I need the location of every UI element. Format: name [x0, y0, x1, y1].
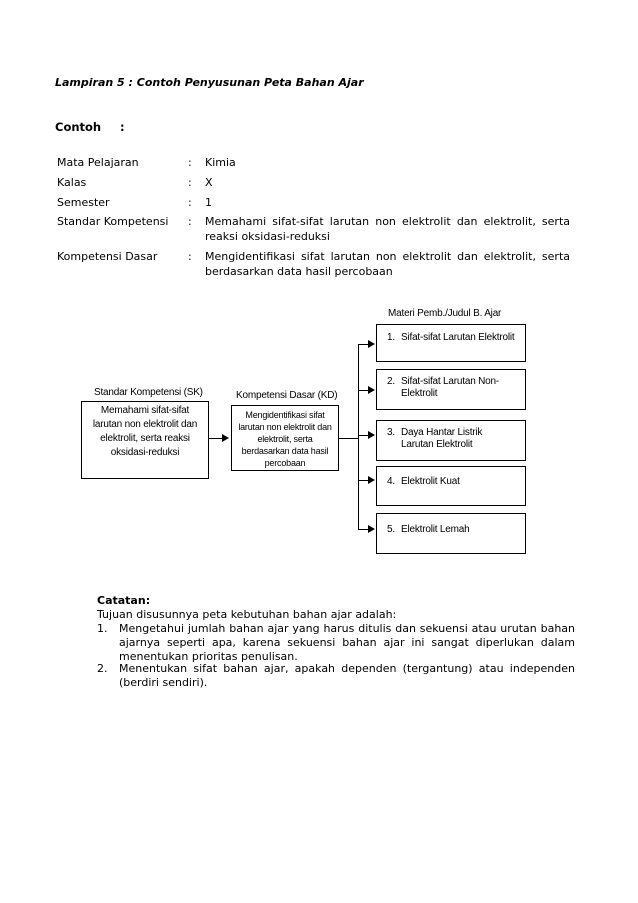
materi-text: Elektrolit Kuat	[401, 476, 460, 487]
sk-text: Memahami sifat-sifat larutan non elektrolit dan elektrolit, serta reaksi oksidasi-reduksi	[92, 405, 198, 458]
info-colon: :	[188, 250, 192, 263]
kd-text: Mengidentifikasi sifat larutan non elektrolit dan elektrolit, serta berdasarkan data hasil percobaan	[238, 410, 332, 468]
arrow-to-kd	[222, 434, 229, 442]
info-label: Semester	[57, 196, 110, 209]
branch-4	[358, 480, 368, 481]
catatan-item-num: 1.	[97, 622, 108, 635]
materi-num: 5.	[387, 524, 395, 535]
arrow-materi-4	[368, 476, 375, 484]
page-heading: Lampiran 5 : Contoh Penyusunan Peta Bahan Ajar	[55, 76, 364, 89]
branch-3	[358, 435, 368, 436]
branch-2	[358, 390, 368, 391]
materi-box-3	[376, 420, 526, 461]
materi-text: Sifat-sifat Larutan Non-Elektrolit	[401, 376, 500, 399]
info-colon: :	[188, 176, 192, 189]
contoh-label: Contoh	[55, 120, 102, 134]
info-label: Mata Pelajaran	[57, 156, 139, 169]
materi-box-2	[376, 369, 526, 410]
connector-sk-kd	[209, 438, 222, 439]
connector-trunk	[358, 344, 359, 529]
sk-title: Standar Kompetensi (SK)	[94, 387, 203, 398]
info-label: Standar Kompetensi	[57, 215, 169, 228]
catatan-item-num: 2.	[97, 662, 108, 675]
materi-title: Materi Pemb./Judul B. Ajar	[388, 308, 502, 319]
materi-num: 4.	[387, 476, 395, 487]
catatan-intro: Tujuan disusunnya peta kebutuhan bahan ajar adalah:	[97, 608, 397, 621]
materi-text: Sifat-sifat Larutan Elektrolit	[401, 332, 515, 343]
info-value: 1	[205, 196, 212, 209]
branch-1	[358, 344, 368, 345]
connector-kd-trunk	[339, 438, 358, 439]
kd-box	[231, 405, 339, 471]
arrow-materi-1	[368, 340, 375, 348]
info-colon: :	[188, 196, 192, 209]
materi-num: 3.	[387, 427, 395, 438]
info-value: Mengidentifikasi sifat larutan non elektrolit dan elektrolit, serta berdasarkan data hasil percobaan	[205, 250, 570, 278]
info-label: Kompetensi Dasar	[57, 250, 158, 263]
catatan-item-text: Menentukan sifat bahan ajar, apakah dependen (tergantung) atau independen (berdiri sendiri).	[119, 662, 575, 689]
info-value: Memahami sifat-sifat larutan non elektrolit dan elektrolit, serta reaksi oksidasi-reduksi	[205, 215, 570, 243]
info-colon: :	[188, 215, 192, 228]
materi-text: Elektrolit Lemah	[401, 524, 470, 535]
info-value: Kimia	[205, 156, 236, 169]
materi-box-5	[376, 513, 526, 554]
materi-num: 1.	[387, 332, 395, 343]
arrow-materi-5	[368, 525, 375, 533]
materi-box-1	[376, 324, 526, 362]
branch-5	[358, 529, 368, 530]
info-value: X	[205, 176, 213, 189]
materi-text: Daya Hantar Listrik Larutan Elektrolit	[401, 427, 483, 450]
materi-box-4	[376, 466, 526, 506]
contoh-colon: :	[120, 120, 125, 134]
kd-title: Kompetensi Dasar (KD)	[236, 390, 338, 401]
arrow-materi-3	[368, 431, 375, 439]
sk-box	[81, 401, 209, 479]
catatan-item-text: Mengetahui jumlah bahan ajar yang harus ditulis dan sekuensi atau urutan bahan ajarnya seperti apa, karena sekuensi bahan ajar ini sangat diperlukan dalam menentukan prioritas penulisan.	[119, 622, 575, 663]
materi-num: 2.	[387, 376, 395, 387]
arrow-materi-2	[368, 386, 375, 394]
info-label: Kalas	[57, 176, 87, 189]
info-colon: :	[188, 156, 192, 169]
catatan-title: Catatan:	[97, 594, 151, 607]
